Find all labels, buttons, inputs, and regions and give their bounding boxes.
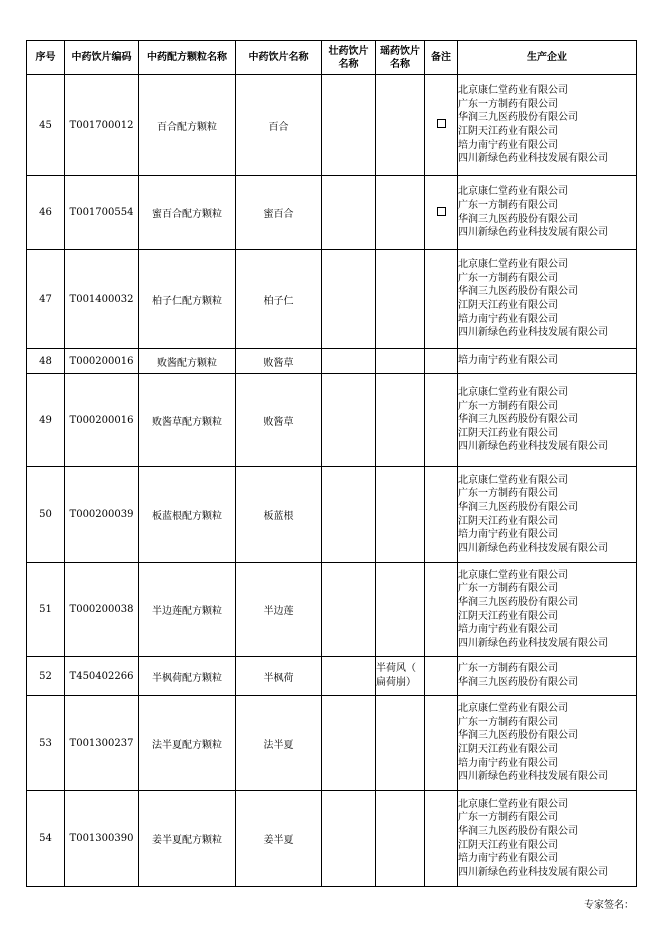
cell-zhuang-name [322,657,376,696]
cell-manufacturers [458,657,637,696]
manufacturer-name: 四川新绿色药业科技发展有限公司 [458,771,608,783]
cell-zhuang-name [322,250,376,349]
cell-granule-name: 败酱草配方颗粒 [139,374,236,467]
cell-seq: 53 [27,696,65,791]
cell-zhuang-name [322,374,376,467]
cell-piece-name: 板蓝根 [236,467,322,563]
manufacturer-name: 北京康仁堂药业有限公司 [458,387,568,399]
manufacturer-name: 华润三九医药股份有限公司 [458,730,578,742]
manufacturer-name: 江阴天江药业有限公司 [458,515,558,527]
cell-remark [425,250,458,349]
cell-yao-name [376,374,425,467]
cell-seq: 49 [27,374,65,467]
cell-seq: 46 [27,176,65,250]
manufacturer-name: 培力南宁药业有限公司 [458,853,558,865]
cell-manufacturers [458,75,637,176]
cell-code: T000200016 [65,349,139,374]
manufacturer-name: 北京康仁堂药业有限公司 [458,703,568,715]
cell-seq: 51 [27,563,65,657]
manufacturer-name: 北京康仁堂药业有限公司 [458,259,568,271]
header-granule-name: 中药配方颗粒名称 [139,41,236,75]
cell-code: T000200016 [65,374,139,467]
manufacturer-name: 广东一方制药有限公司 [458,583,558,595]
table-row [27,467,637,563]
table-row [27,563,637,657]
cell-remark [425,374,458,467]
remark-checkbox[interactable] [437,207,446,216]
manufacturer-name: 华润三九医药股份有限公司 [458,825,578,837]
cell-manufacturers [458,563,637,657]
manufacturer-name: 江阴天江药业有限公司 [458,126,558,137]
manufacturer-name: 江阴天江药业有限公司 [458,839,558,851]
cell-manufacturers [458,791,637,887]
cell-yao-name [376,696,425,791]
header-code: 中药饮片编码 [65,41,139,75]
cell-zhuang-name [322,349,376,374]
cell-yao-name [376,657,425,696]
cell-piece-name: 法半夏 [236,696,322,791]
yao-name-line1: 半荷风（ [376,663,416,674]
manufacturer-name: 广东一方制药有限公司 [458,199,558,211]
cell-granule-name: 半边莲配方颗粒 [139,563,236,657]
cell-remark [425,75,458,176]
manufacturer-name: 四川新绿色药业科技发展有限公司 [458,542,608,554]
manufacturer-name: 广东一方制药有限公司 [458,272,558,284]
cell-piece-name: 半边莲 [236,563,322,657]
cell-manufacturers [458,467,637,563]
header-yao-name-line2: 名称 [390,58,410,70]
cell-granule-name: 柏子仁配方颗粒 [139,250,236,349]
granule-catalog-table [26,40,637,887]
cell-yao-name [376,563,425,657]
cell-code: T000200039 [65,467,139,563]
manufacturer-name: 广东一方制药有限公司 [458,716,558,728]
cell-piece-name: 败酱草 [236,374,322,467]
cell-piece-name: 柏子仁 [236,250,322,349]
cell-manufacturers [458,696,637,791]
manufacturer-name: 华润三九医药股份有限公司 [458,112,578,124]
manufacturer-name: 四川新绿色药业科技发展有限公司 [458,227,608,239]
cell-yao-name [376,349,425,374]
cell-seq: 50 [27,467,65,563]
header-zhuang-name-line1: 壮药饮片 [328,45,369,57]
manufacturer-name: 培力南宁药业有限公司 [458,355,558,367]
cell-granule-name: 败酱配方颗粒 [139,349,236,374]
cell-manufacturers [458,250,637,349]
table-row [27,791,637,887]
cell-seq: 54 [27,791,65,887]
cell-piece-name: 蜜百合 [236,176,322,250]
manufacturer-name: 华润三九医药股份有限公司 [458,213,578,225]
header-zhuang-name [322,41,376,75]
cell-granule-name: 百合配方颗粒 [139,75,236,176]
table-row [27,696,637,791]
cell-zhuang-name [322,791,376,887]
cell-zhuang-name [322,696,376,791]
cell-piece-name: 姜半夏 [236,791,322,887]
cell-code: T001700012 [65,75,139,176]
cell-manufacturers [458,176,637,250]
cell-piece-name: 半枫荷 [236,657,322,696]
cell-manufacturers [458,374,637,467]
cell-code: T001700554 [65,176,139,250]
table-row [27,349,637,374]
cell-yao-name [376,791,425,887]
cell-remark [425,696,458,791]
cell-remark [425,791,458,887]
header-remark: 备注 [425,41,458,75]
table-row [27,374,637,467]
manufacturer-name: 广东一方制药有限公司 [458,98,558,110]
manufacturer-name: 广东一方制药有限公司 [458,812,558,824]
manufacturer-name: 华润三九医药股份有限公司 [458,677,578,688]
manufacturer-name: 四川新绿色药业科技发展有限公司 [458,866,608,878]
manufacturer-name: 北京康仁堂药业有限公司 [458,85,568,97]
cell-granule-name: 法半夏配方颗粒 [139,696,236,791]
manufacturer-name: 广东一方制药有限公司 [458,400,558,412]
manufacturer-name: 四川新绿色药业科技发展有限公司 [458,153,608,165]
cell-seq: 48 [27,349,65,374]
table-row [27,657,637,696]
manufacturer-name: 江阴天江药业有限公司 [458,744,558,755]
cell-zhuang-name [322,176,376,250]
header-piece-name: 中药饮片名称 [236,41,322,75]
cell-code: T001300390 [65,791,139,887]
table-row [27,176,637,250]
manufacturer-name: 北京康仁堂药业有限公司 [458,798,568,810]
header-manufacturer: 生产企业 [458,41,637,75]
cell-piece-name: 百合 [236,75,322,176]
cell-seq: 47 [27,250,65,349]
cell-code: T001400032 [65,250,139,349]
manufacturer-name: 华润三九医药股份有限公司 [458,414,578,426]
manufacturer-name: 广东一方制药有限公司 [458,488,558,500]
manufacturer-name: 北京康仁堂药业有限公司 [458,186,568,198]
cell-seq: 52 [27,657,65,696]
manufacturer-name: 四川新绿色药业科技发展有限公司 [458,327,608,339]
cell-yao-name [376,467,425,563]
cell-zhuang-name [322,467,376,563]
header-yao-name [376,41,425,75]
cell-seq: 45 [27,75,65,176]
cell-granule-name: 姜半夏配方颗粒 [139,791,236,887]
table-row [27,250,637,349]
header-yao-name-line1: 瑶药饮片 [380,45,420,57]
manufacturer-name: 四川新绿色药业科技发展有限公司 [458,637,608,649]
cell-piece-name: 败酱草 [236,349,322,374]
cell-remark [425,467,458,563]
cell-granule-name: 半枫荷配方颗粒 [139,657,236,696]
manufacturer-name: 华润三九医药股份有限公司 [458,501,578,513]
manufacturer-name: 培力南宁药业有限公司 [458,757,558,769]
cell-yao-name [376,250,425,349]
cell-code: T450402266 [65,657,139,696]
cell-remark [425,349,458,374]
cell-yao-name [376,75,425,176]
cell-manufacturers [458,349,637,374]
cell-granule-name: 板蓝根配方颗粒 [139,467,236,563]
manufacturer-name: 培力南宁药业有限公司 [458,624,558,636]
manufacturer-name: 培力南宁药业有限公司 [458,313,558,325]
cell-remark [425,657,458,696]
remark-checkbox[interactable] [437,119,446,128]
manufacturer-name: 四川新绿色药业科技发展有限公司 [458,441,608,453]
cell-granule-name: 蜜百合配方颗粒 [139,176,236,250]
manufacturer-name: 江阴天江药业有限公司 [458,610,558,622]
manufacturer-name: 北京康仁堂药业有限公司 [458,569,568,581]
header-row [27,41,637,75]
table-row [27,75,637,176]
cell-code: T000200038 [65,563,139,657]
cell-zhuang-name [322,75,376,176]
header-zhuang-name-line2: 名称 [338,58,359,70]
manufacturer-name: 培力南宁药业有限公司 [458,529,558,541]
cell-remark [425,176,458,250]
cell-code: T001300237 [65,696,139,791]
manufacturer-name: 培力南宁药业有限公司 [458,139,558,151]
cell-yao-name [376,176,425,250]
header-seq: 序号 [27,41,65,75]
manufacturer-name: 江阴天江药业有限公司 [458,300,558,311]
manufacturer-name: 江阴天江药业有限公司 [458,427,558,439]
expert-signature-label: 专家签名： [584,900,634,911]
yao-name-line2: 扁荷崩） [376,677,416,688]
manufacturer-name: 广东一方制药有限公司 [458,663,558,675]
manufacturer-name: 北京康仁堂药业有限公司 [458,474,568,486]
manufacturer-name: 华润三九医药股份有限公司 [458,286,578,298]
manufacturer-name: 华润三九医药股份有限公司 [458,596,578,608]
cell-remark [425,563,458,657]
cell-zhuang-name [322,563,376,657]
